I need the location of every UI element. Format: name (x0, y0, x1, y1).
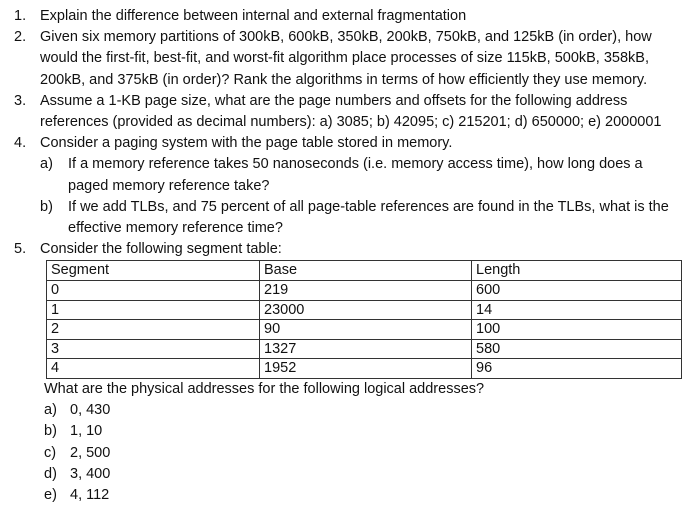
table-cell: 1 (47, 300, 260, 320)
part-letter: a) (40, 156, 53, 173)
question-1 (14, 6, 682, 27)
table-cell: 2 (47, 320, 260, 340)
part-text: 0, 430 (70, 402, 111, 419)
part-letter: d) (44, 465, 57, 482)
question-4-part-a (40, 154, 682, 196)
question-text: Explain the difference between internal and external fragmentation (40, 8, 467, 24)
table-cell: 0 (47, 281, 260, 301)
table-cell: 4 (47, 359, 260, 379)
part-text: 2, 500 (70, 444, 111, 461)
question-text: Assume a 1-KB page size, what are the page numbers and offsets for the following address references (provided as decimal numbers): a) 3085; b) 42095; c) 215201; d) 650000; e) 2000001 (40, 92, 662, 131)
segment-table (46, 260, 682, 379)
question-3 (14, 91, 682, 133)
part-text: 4, 112 (70, 487, 110, 504)
table-cell: 23000 (260, 300, 472, 320)
table-row (47, 300, 682, 320)
question-text: Consider the following segment table: (40, 241, 282, 258)
table-header-cell: Base (260, 261, 472, 281)
part-letter: c) (44, 444, 57, 461)
question-5 (14, 239, 682, 260)
question-5-parts (14, 400, 682, 506)
question-5-part-a (44, 400, 682, 421)
part-text: 1, 10 (70, 423, 103, 440)
table-cell: 580 (472, 339, 682, 359)
question-number: 1. (14, 8, 27, 24)
question-5-part-e (44, 485, 682, 506)
question-4 (14, 133, 682, 154)
question-text: Consider a paging system with the page table stored in memory. (40, 135, 453, 152)
table-cell: 1952 (260, 359, 472, 379)
table-cell: 90 (260, 320, 472, 340)
table-cell: 100 (472, 320, 682, 340)
table-cell: 1327 (260, 339, 472, 359)
table-row (47, 359, 682, 379)
table-row (47, 281, 682, 301)
question-2 (14, 27, 682, 91)
table-cell: 14 (472, 300, 682, 320)
part-text: 3, 400 (70, 465, 111, 482)
table-row (47, 320, 682, 340)
question-number: 3. (14, 92, 27, 109)
question-text: Given six memory partitions of 300kB, 600kB, 350kB, 200kB, 750kB, and 125kB (in order), how would the first-fit, best-fit, and worst-fit algorithm place processes of size 115kB, 500kB, 358kB, 200kB, and 375kB (in order)? Rank the algorithms in terms of how efficiently they use memory. (40, 29, 652, 88)
part-letter: b) (40, 198, 53, 215)
table-header-cell: Segment (47, 261, 260, 281)
question-5-part-d (44, 464, 682, 485)
table-cell: 600 (472, 281, 682, 301)
question-5-part-b (44, 421, 682, 442)
part-letter: a) (44, 402, 57, 419)
question-number: 2. (14, 29, 27, 46)
question-number: 5. (14, 241, 27, 258)
part-text: If a memory reference takes 50 nanoseconds (i.e. memory access time), how long does a paged memory reference take? (68, 156, 643, 194)
question-4-part-b (40, 197, 682, 239)
table-cell: 3 (47, 339, 260, 359)
table-header-cell: Length (472, 261, 682, 281)
question-5-part-c (44, 443, 682, 464)
question-number: 4. (14, 135, 27, 152)
table-header-row (47, 261, 682, 281)
part-letter: b) (44, 423, 57, 440)
table-cell: 96 (472, 359, 682, 379)
part-letter: e) (44, 487, 57, 504)
table-row (47, 339, 682, 359)
part-text: If we add TLBs, and 75 percent of all page-table references are found in the TLBs, what is the effective memory reference time? (68, 198, 669, 237)
question-5-prompt: What are the physical addresses for the following logical addresses? (44, 381, 485, 397)
table-cell: 219 (260, 281, 472, 301)
